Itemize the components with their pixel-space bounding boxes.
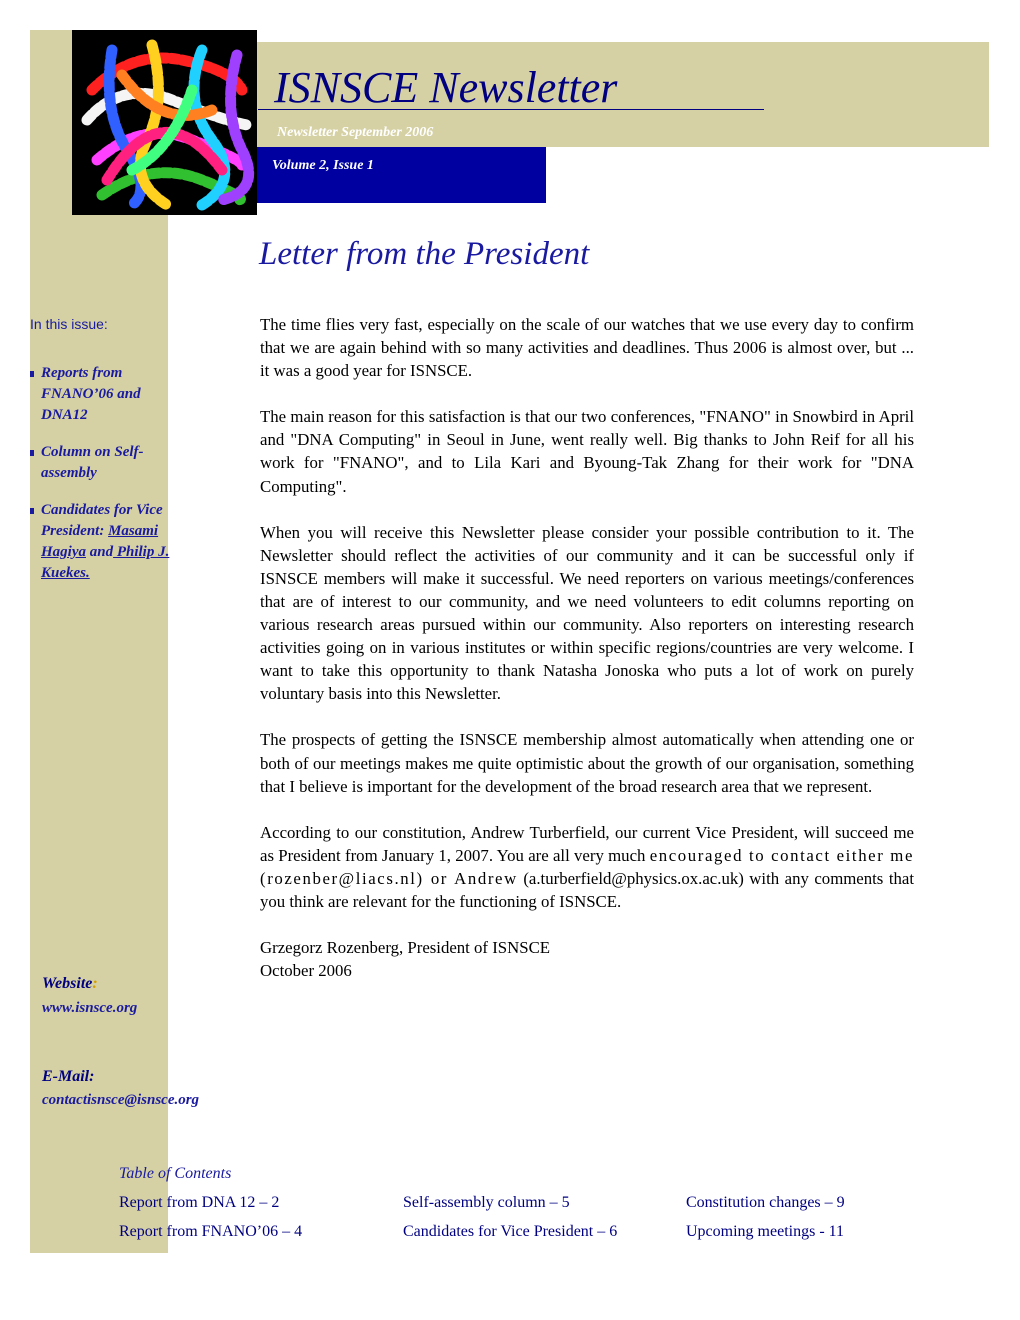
- list-item-text: Column on Self-assembly: [41, 444, 144, 481]
- bullet-icon: [30, 450, 34, 456]
- letter-text: encouraged to contact either me (rozenber@liacs.nl) or Andrew: [260, 845, 915, 888]
- list-item-text: and: [89, 544, 114, 560]
- list-item: [30, 363, 170, 426]
- toc-item[interactable]: Candidates for Vice President – 6: [403, 1223, 618, 1240]
- newsletter-date: Newsletter September 2006: [277, 125, 434, 140]
- letter-paragraph: The main reason for this satisfaction is that our two conferences, "FNANO" in Snowbird in April and "DNA Computing" in Seoul in June, went really well. Big thanks to John Reif for all his work for "FNANO", and to Lila Kari and Byoung-Tak Zhang for their work for "DNA Computing".: [260, 407, 914, 496]
- website-label-text: Website: [42, 975, 93, 992]
- letter-text: (a.turberfield@physics.ox.ac.uk) with any comments that you think are relevant for the functioning of ISNSCE.: [260, 868, 914, 911]
- letter-date: October 2006: [260, 961, 352, 981]
- toc-item[interactable]: Self-assembly column – 5: [403, 1194, 570, 1211]
- website-label: [42, 975, 98, 993]
- candidate-link-hagiya[interactable]: Masami Hagiya: [41, 523, 159, 560]
- list-item-text: Candidates for Vice President:: [41, 502, 163, 539]
- toc-item[interactable]: Report from FNANO’06 – 4: [119, 1223, 303, 1240]
- in-this-issue-label: In this issue:: [30, 316, 108, 332]
- candidate-link-kuekes[interactable]: Philip J. Kuekes.: [41, 544, 170, 581]
- website-link[interactable]: www.isnsce.org: [42, 1000, 138, 1016]
- bullet-icon: [30, 371, 34, 377]
- volume-banner: [257, 147, 546, 203]
- newsletter-title: ISNSCE Newsletter: [258, 66, 764, 110]
- toc-item[interactable]: Report from DNA 12 – 2: [119, 1194, 280, 1211]
- toc-item[interactable]: Upcoming meetings - 11: [686, 1223, 845, 1240]
- toc-item[interactable]: Constitution changes – 9: [686, 1194, 845, 1211]
- list-item: [30, 442, 170, 484]
- letter-paragraph: When you will receive this Newsletter please consider your possible contribution to it. The Newsletter should reflect the activities of our community and it can be successful only if ISNSCE members will make it successful. We need reporters on various meetings/conferences that are of interest to our community, and we need volunteers to edit columns reporting on various research areas pursued within our community. Also reporters on interesting research activities going on in various institutes or within specific regions/countries are very welcome. I want to take this opportunity to thank Natasha Jonoska who puts a lot of work on purely voluntary basis into this Newsletter.: [260, 522, 914, 704]
- list-item: [30, 500, 170, 584]
- section-title: Letter from the President: [259, 236, 590, 272]
- letter-paragraph: The prospects of getting the ISNSCE membership almost automatically when attending one or both of our meetings makes me quite optimistic about the growth of our organisation, something that I believe is important for the development of the broad research area that we represent.: [260, 730, 914, 796]
- website-label-colon: :: [92, 975, 98, 992]
- president-letter: [260, 313, 914, 982]
- letter-paragraph: [260, 821, 914, 913]
- bullet-icon: [30, 508, 34, 514]
- list-item-text: Reports from FNANO’06 and DNA12: [41, 365, 141, 423]
- toc-title: Table of Contents: [119, 1165, 232, 1182]
- letter-paragraph: The time flies very fast, especially on the scale of our watches that we use every day to confirm that we are again behind with so many activities and deadlines. Thus 2006 is almost over, but ... it was a good year for ISNSCE.: [260, 315, 914, 381]
- dna-nanostructure-icon: [72, 30, 257, 215]
- letter-text: According to our constitution, Andrew Turberfield, our current Vice President, will succeed me as President from January 1, 2007. You are all very much: [260, 822, 914, 865]
- signature: Grzegorz Rozenberg, President of ISNSCE: [260, 938, 551, 958]
- email-link[interactable]: contactisnsce@isnsce.org: [42, 1092, 200, 1108]
- email-label: E-Mail:: [42, 1068, 95, 1085]
- volume-issue: Volume 2, Issue 1: [272, 158, 374, 173]
- issue-contents-list: [30, 363, 170, 600]
